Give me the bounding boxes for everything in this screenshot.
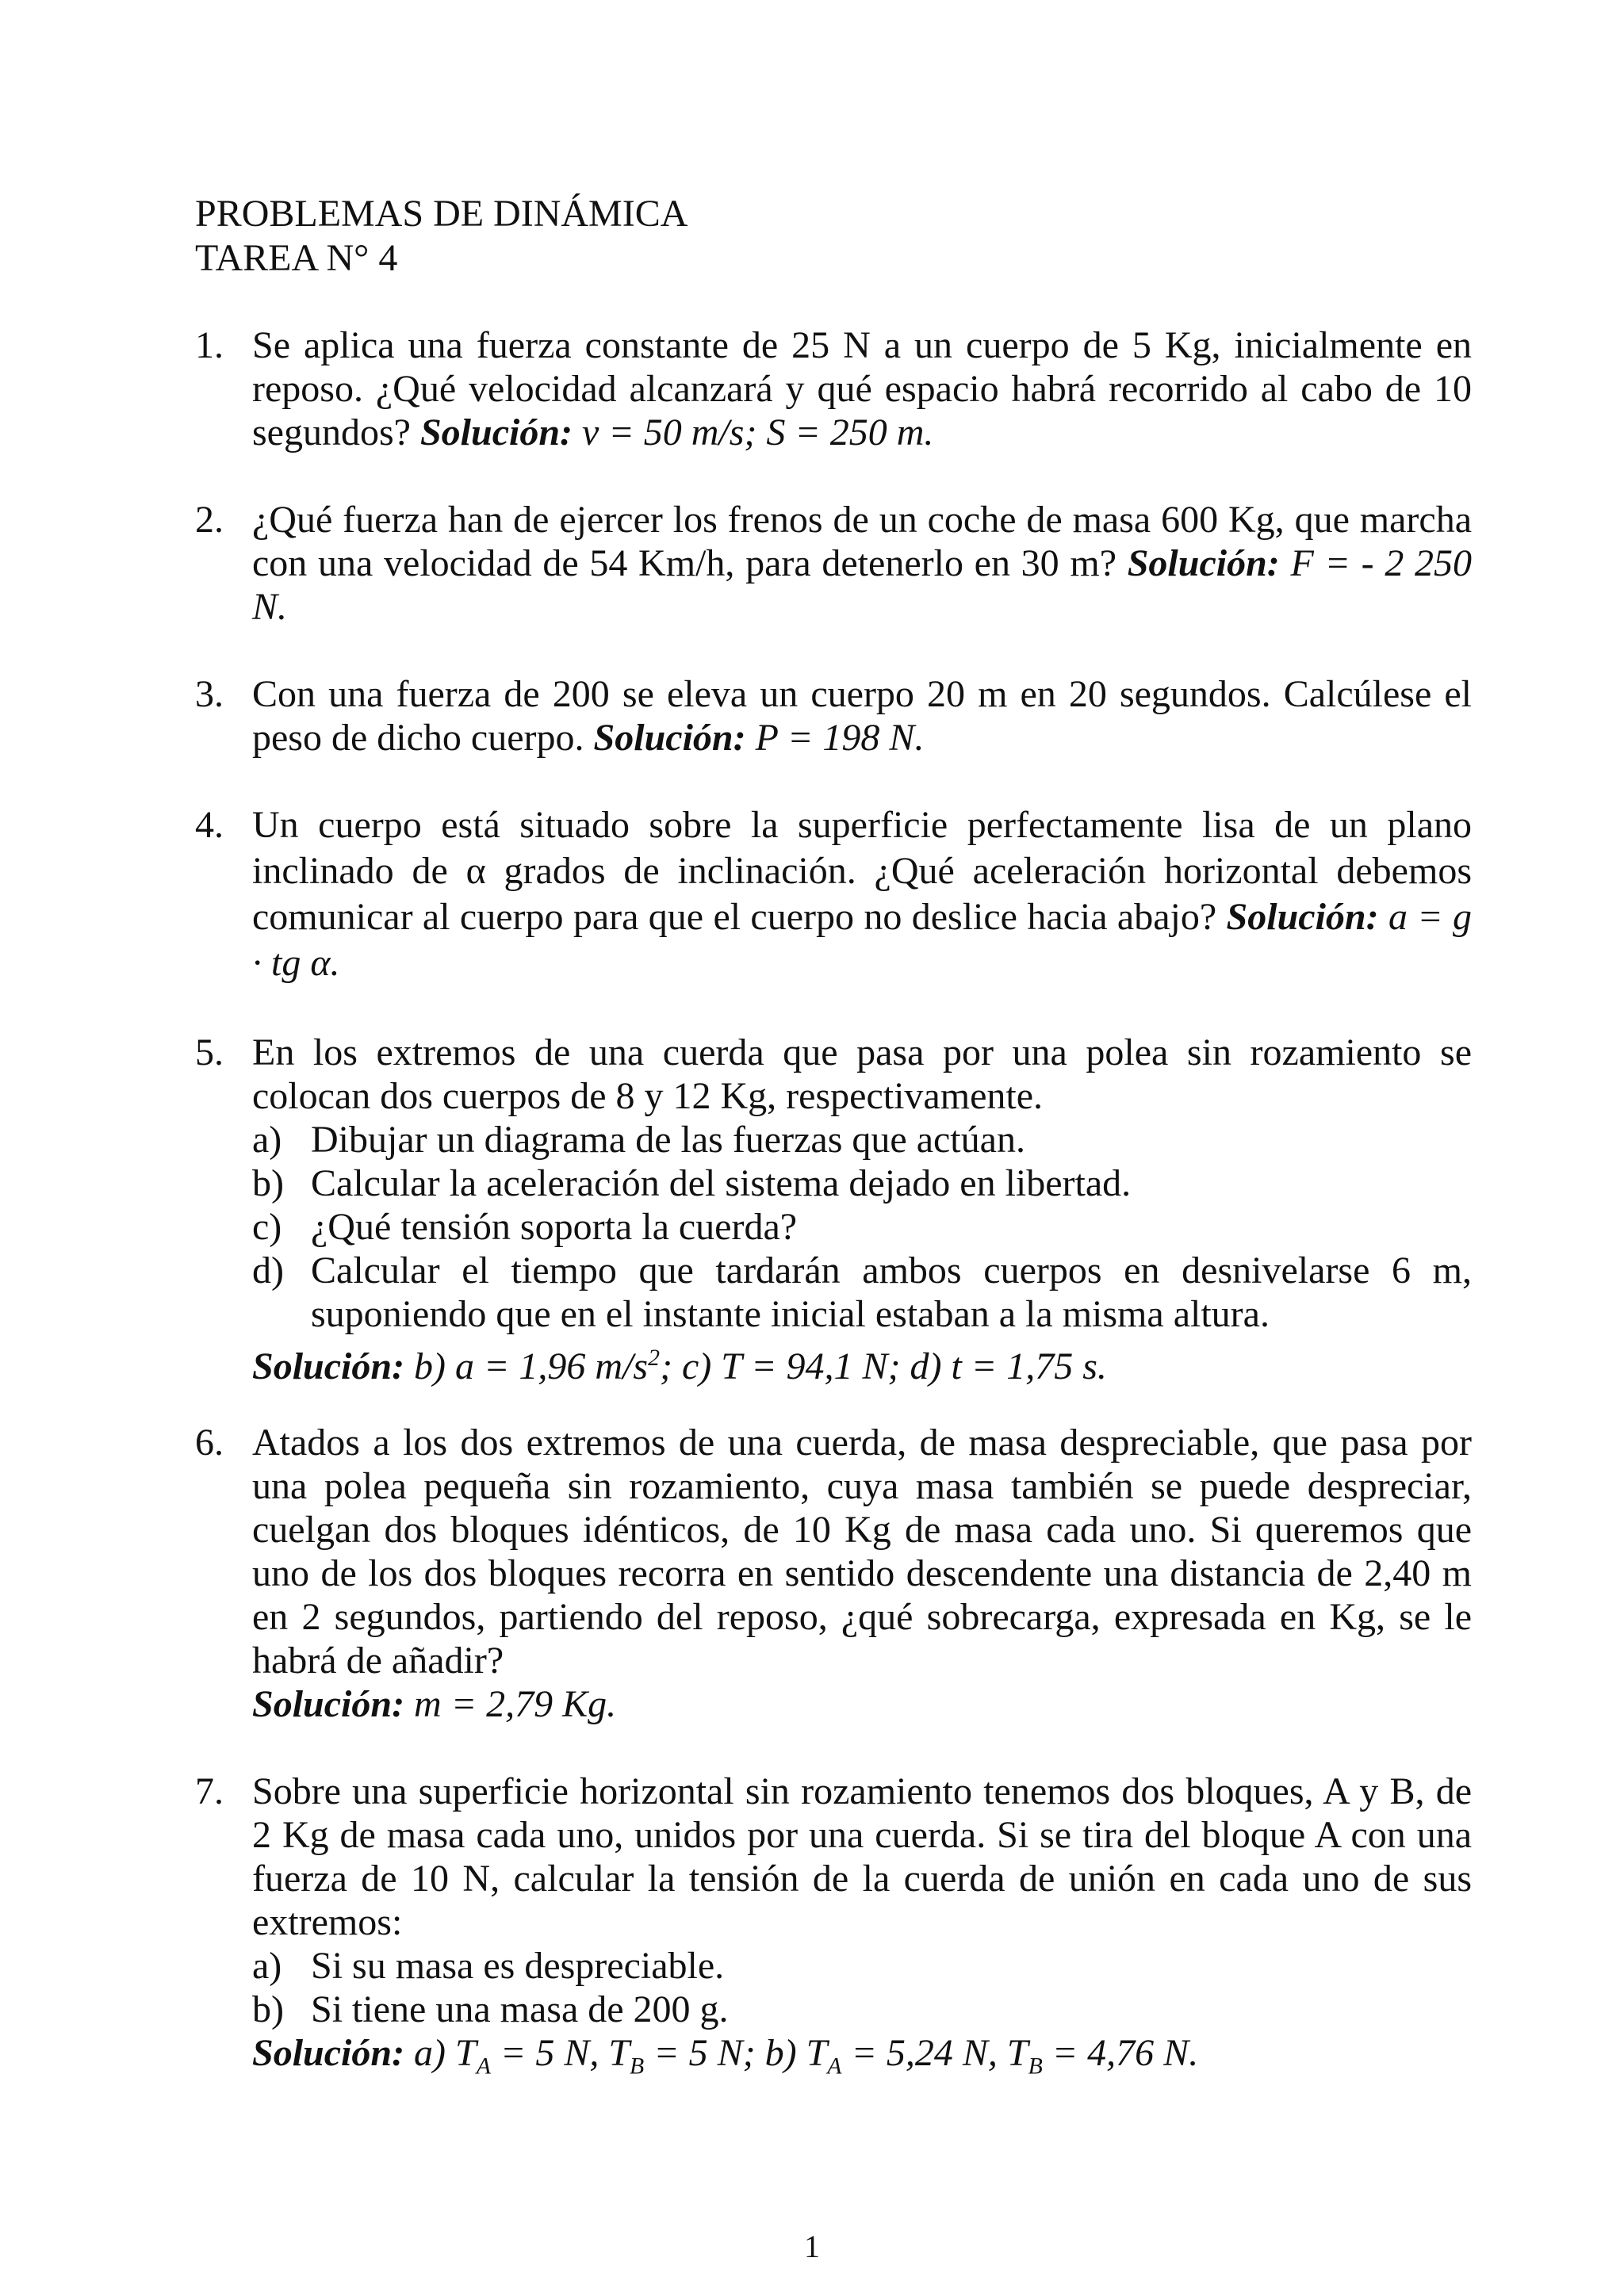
problem-text: Se aplica una fuerza constante de 25 N a un cuerpo de 5 Kg, inicialmente en reposo. ¿Qué velocidad alcanzará y qué espacio habrá recorrido al cabo de 10 segundos? xyxy=(252,324,1472,453)
sub-item-label: a) xyxy=(252,1945,282,1987)
solution-label: Solución: xyxy=(252,1345,405,1387)
problem-number: 4. xyxy=(195,804,224,846)
problem-body xyxy=(252,498,1472,629)
problem-body xyxy=(252,1770,1472,2088)
problem-number: 2. xyxy=(195,499,224,541)
sub-item-text: Si su masa es despreciable. xyxy=(311,1945,725,1987)
sub-item-b xyxy=(252,1988,1472,2031)
solution-value: a) $T_A = 5$ N, $T_B = 5$ N; b) $T_A = 5,24$ N, $T_B = 4,76$ N. xyxy=(414,2032,1199,2080)
problem-2 xyxy=(195,498,1472,629)
sub-item-text: ¿Qué tensión soporta la cuerda? xyxy=(311,1206,798,1248)
problem-body xyxy=(252,323,1472,454)
page-title: PROBLEMAS DE DINÁMICA xyxy=(195,193,688,235)
problem-7 xyxy=(195,1770,1472,2088)
page-subtitle: TAREA N° 4 xyxy=(195,237,398,279)
sub-item-a xyxy=(252,1944,1472,1988)
problem-text: Un cuerpo está situado sobre la superficie perfectamente lisa de un plano inclinado de α grados de inclinación. ¿Qué aceleración horizontal debemos comunicar al cuerpo para que el cuerpo no deslice hacia abajo? xyxy=(252,804,1472,938)
problem-number: 3. xyxy=(195,673,224,715)
solution-value: m = 2,79 Kg. xyxy=(414,1683,617,1725)
solution-value: v = 50 m/s; S = 250 m. xyxy=(582,411,934,453)
sub-item-text: Si tiene una masa de 200 g. xyxy=(311,1988,729,2030)
solution-label: Solución: xyxy=(593,717,746,759)
page-number: 1 xyxy=(804,2229,820,2264)
solution-value: F = - 2 250 N. xyxy=(252,542,1473,628)
problem-number: 6. xyxy=(195,1422,224,1464)
problem-5 xyxy=(195,1031,1472,1388)
sub-item-label: c) xyxy=(252,1206,282,1248)
solution-value: b) a = 1,96 $m/s^2$; c) T = 94,1 N; d) t = 1,75 s. xyxy=(414,1345,1107,1387)
sub-item-b xyxy=(252,1161,1472,1205)
solution-label: Solución: xyxy=(1127,542,1280,584)
sub-item-c xyxy=(252,1205,1472,1249)
problem-4 xyxy=(195,802,1472,986)
solution-label: Solución: xyxy=(252,1683,405,1725)
problem-body xyxy=(252,672,1472,760)
solution-label: Solución: xyxy=(419,411,573,453)
sub-item-d xyxy=(252,1249,1472,1336)
solution-line xyxy=(252,1682,1472,1726)
problem-body xyxy=(252,1031,1472,1388)
problem-text: Atados a los dos extremos de una cuerda, de masa despreciable, que pasa por una polea pequeña sin rozamiento, cuya masa también se puede despreciar, cuelgan dos bloques idénticos, de 10 Kg de masa cada uno. Si queremos que uno de los dos bloques recorra en sentido descendente una distancia de 2,40 m en 2 segundos, partiendo del reposo, ¿qué sobrecarga, expresada en Kg, se le habrá de añadir? xyxy=(252,1422,1472,1682)
solution-label: Solución: xyxy=(252,2032,405,2074)
problem-text: Con una fuerza de 200 se eleva un cuerpo 20 m en 20 segundos. Calcúlese el peso de dicho cuerpo. xyxy=(252,673,1472,759)
problem-number: 5. xyxy=(195,1031,224,1073)
problem-text: En los extremos de una cuerda que pasa por una polea sin rozamiento se colocan dos cuerpos de 8 y 12 Kg, respectivamente. xyxy=(252,1031,1472,1117)
problem-text: Sobre una superficie horizontal sin rozamiento tenemos dos bloques, A y B, de 2 Kg de masa cada uno, unidos por una cuerda. Si se tira del bloque A con una fuerza de 10 N, calcular la tensión de la cuerda de unión en cada uno de sus extremos: xyxy=(252,1770,1472,1943)
problem-6 xyxy=(195,1421,1472,1726)
sub-item-label: b) xyxy=(252,1162,284,1204)
problem-text: ¿Qué fuerza han de ejercer los frenos de un coche de masa 600 Kg, que marcha con una velocidad de 54 Km/h, para detenerlo en 30 m? xyxy=(252,499,1472,584)
problem-1 xyxy=(195,323,1472,454)
solution-line xyxy=(252,1336,1472,1388)
sub-item-a xyxy=(252,1118,1472,1161)
problem-3 xyxy=(195,672,1472,760)
sub-item-label: b) xyxy=(252,1988,284,2030)
solution-value: P = 198 N. xyxy=(755,717,925,759)
problem-number: 1. xyxy=(195,324,224,366)
problem-body xyxy=(252,1421,1472,1726)
sub-item-text: Dibujar un diagrama de las fuerzas que actúan. xyxy=(311,1119,1025,1161)
sub-item-text: Calcular la aceleración del sistema dejado en libertad. xyxy=(311,1162,1132,1204)
solution-value: a = g · tg α. xyxy=(252,896,1473,984)
problem-number: 7. xyxy=(195,1770,224,1812)
solution-label: Solución: xyxy=(1226,896,1379,938)
sub-item-label: d) xyxy=(252,1249,284,1292)
solution-line xyxy=(252,2031,1472,2088)
sub-item-text: Calcular el tiempo que tardarán ambos cuerpos en desnivelarse 6 m, suponiendo que en el instante inicial estaban a la misma altura. xyxy=(311,1249,1472,1335)
problem-body xyxy=(252,802,1472,986)
sub-item-label: a) xyxy=(252,1119,282,1161)
